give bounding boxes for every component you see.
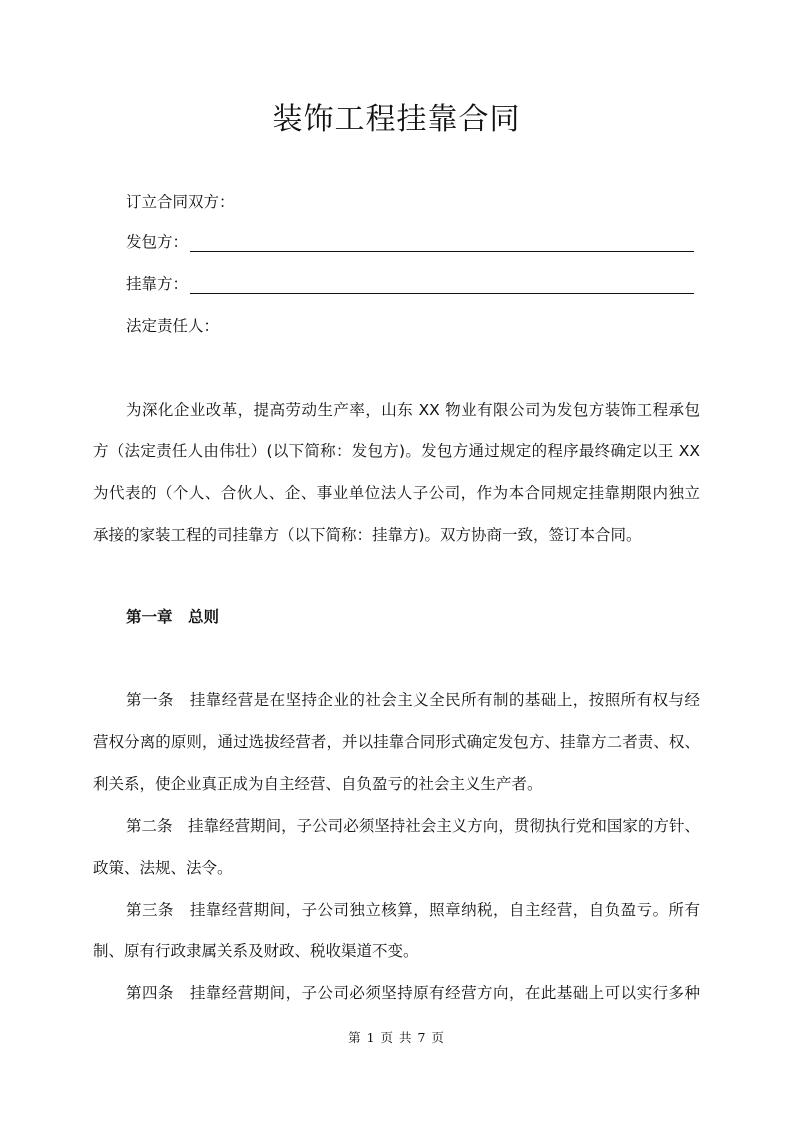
- legal-rep-label: 法定责任人：: [126, 317, 220, 335]
- parties-intro: 订立合同双方：: [126, 193, 235, 211]
- contractor-field: [126, 230, 694, 252]
- preamble-line: 承接的家装工程的司挂靠方（以下简称：挂靠方)。双方协商一致，签订本合同。: [93, 526, 642, 544]
- article-line: 第一条 挂靠经营是在坚持企业的社会主义全民所有制的基础上，按照所有权与经: [126, 691, 700, 709]
- affiliate-blank-line: [190, 275, 694, 294]
- article-line: 政策、法规、法令。: [93, 859, 233, 877]
- document-title: 装饰工程挂靠合同: [272, 102, 521, 137]
- article-line: 第三条 挂靠经营期间，子公司独立核算，照章纳税，自主经营，自负盈亏。所有: [126, 901, 700, 919]
- page-number-footer: 第 1 页 共 7 页: [348, 1030, 445, 1045]
- chapter-heading: 第一章 总则: [126, 608, 220, 626]
- preamble-line: 方（法定责任人由伟壮）(以下简称：发包方)。发包方通过规定的程序最终确定以王 XX: [93, 442, 700, 460]
- affiliate-label: 挂靠方：: [126, 275, 189, 293]
- article-line: 第四条 挂靠经营期间，子公司必须坚持原有经营方向，在此基础上可以实行多种: [126, 984, 700, 1002]
- article-line: 营权分离的原则，通过选拔经营者，并以挂靠合同形式确定发包方、挂靠方二者责、权、: [93, 733, 700, 751]
- contractor-blank-line: [190, 233, 694, 252]
- article-line: 制、原有行政隶属关系及财政、税收渠道不变。: [93, 942, 419, 960]
- article-line: 利关系，使企业真正成为自主经营、自负盈亏的社会主义生产者。: [93, 775, 543, 793]
- contractor-label: 发包方：: [126, 233, 189, 251]
- preamble-line: 为代表的（个人、合伙人、企、事业单位法人子公司，作为本合同规定挂靠期限内独立: [93, 484, 700, 502]
- affiliate-field: [126, 272, 694, 294]
- article-line: 第二条 挂靠经营期间，子公司必须坚持社会主义方向，贯彻执行党和国家的方针、: [126, 817, 700, 835]
- preamble-line: 为深化企业改革，提高劳动生产率，山东 XX 物业有限公司为发包方装饰工程承包: [126, 401, 700, 419]
